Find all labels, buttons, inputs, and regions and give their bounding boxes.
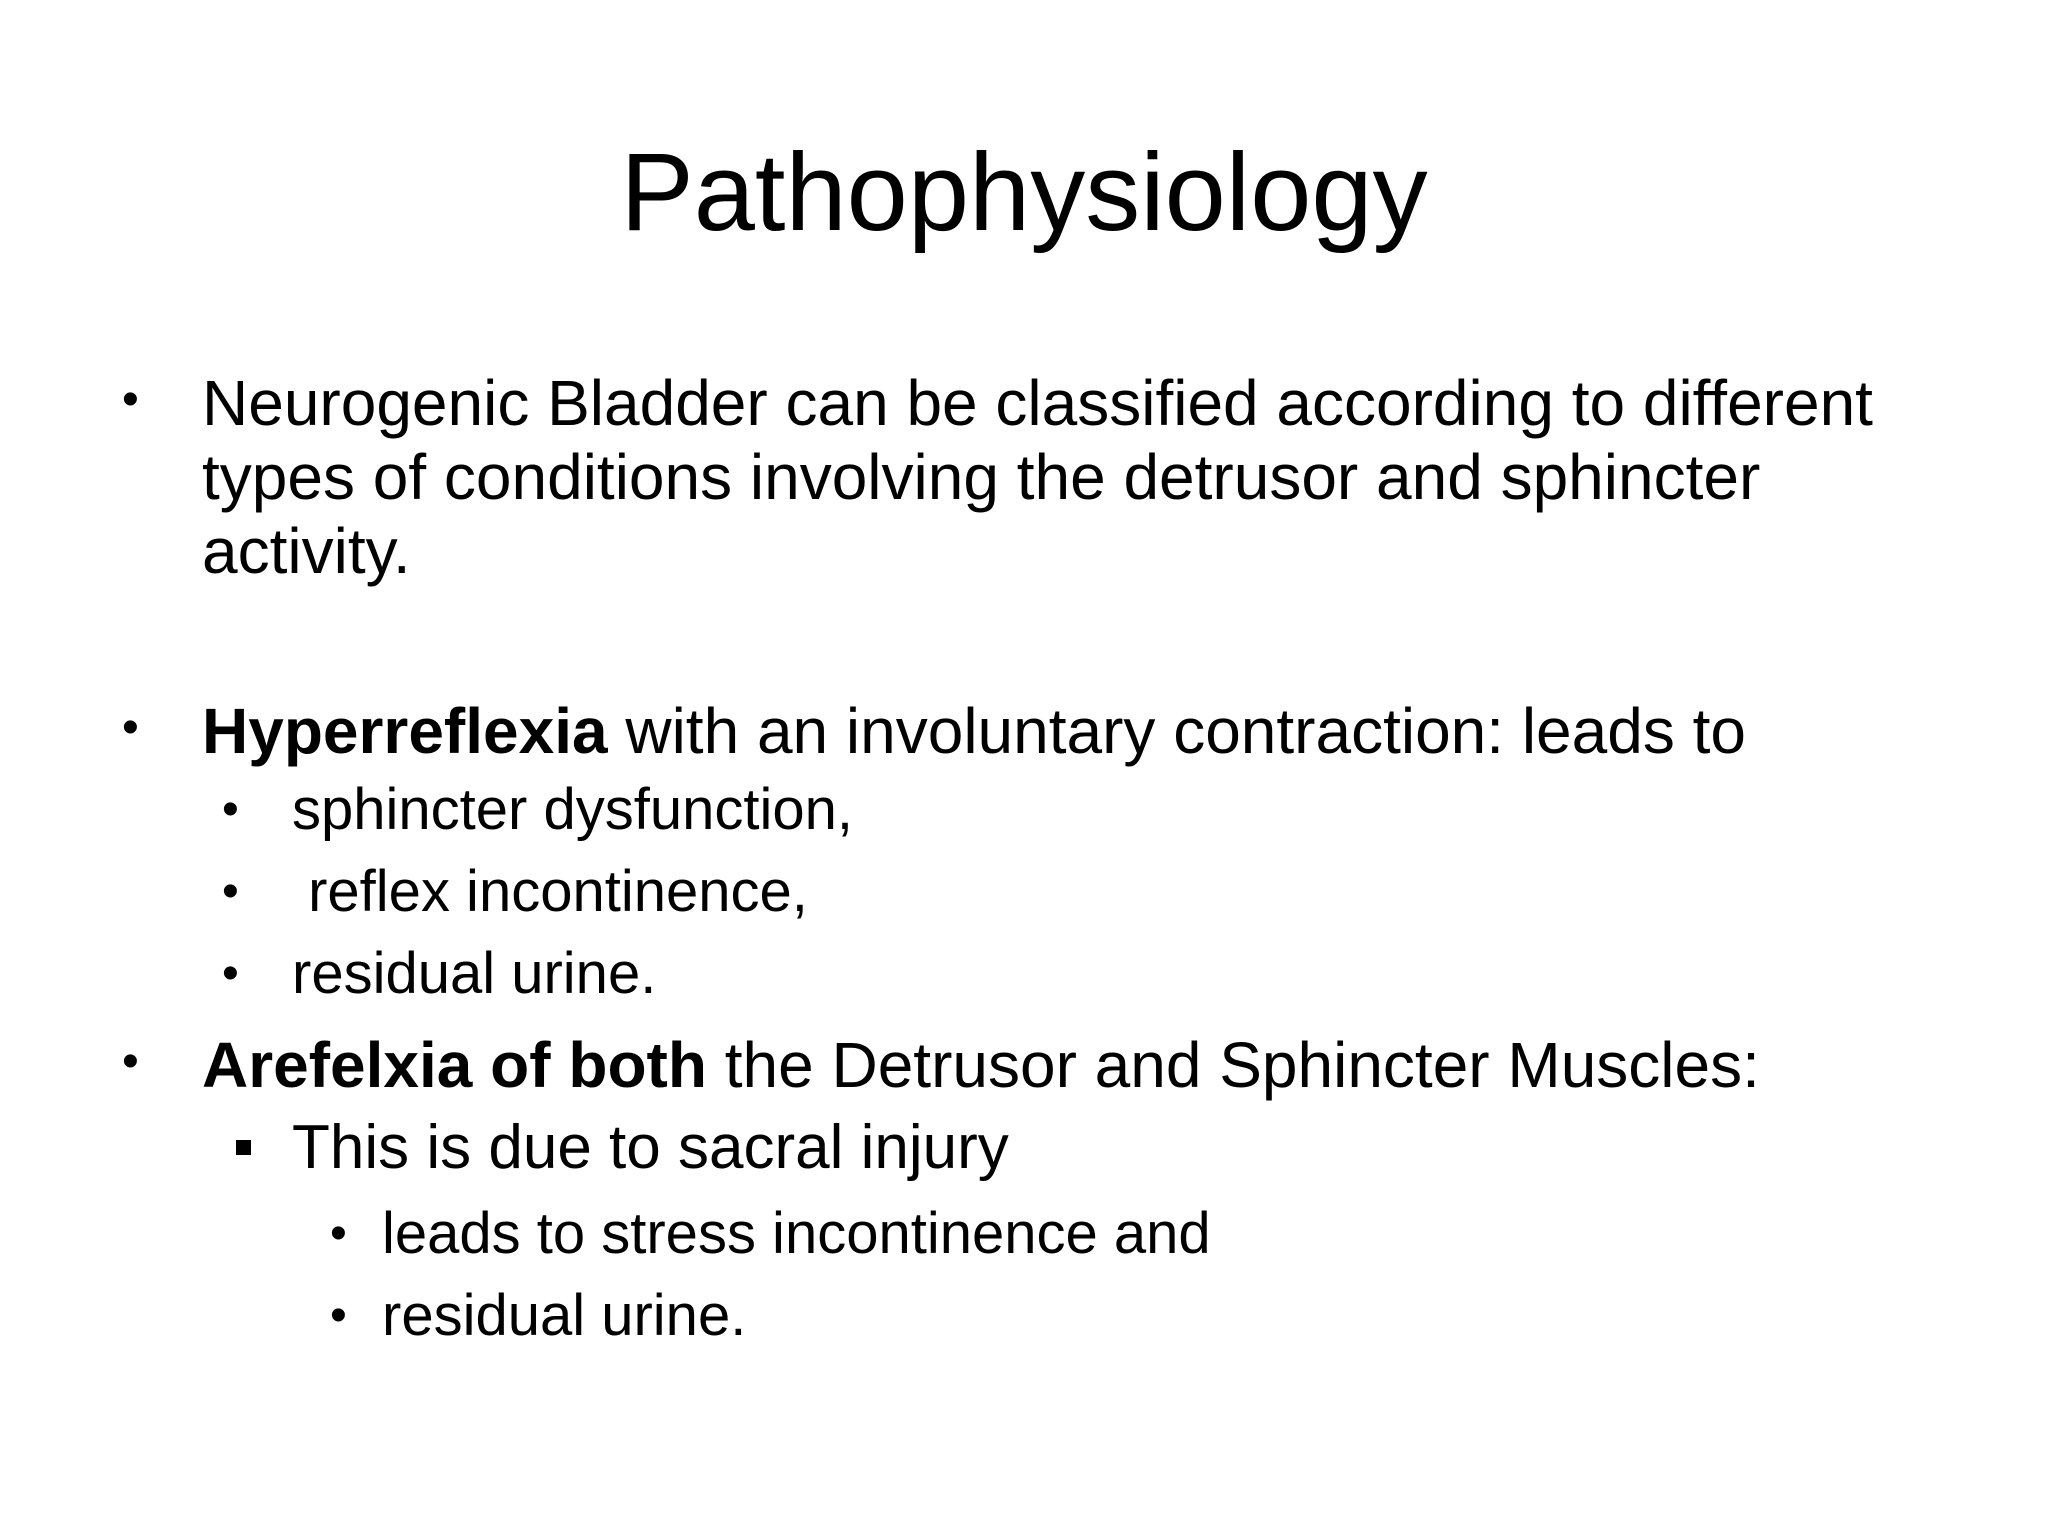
bullet-3-bold-term: Arefelxia of both	[202, 1029, 707, 1101]
sub-sub-bullet-dot-icon: •	[330, 1289, 347, 1342]
sub-bullet-dot-icon: •	[222, 865, 239, 918]
bullet-1-line-1: Neurogenic Bladder can be classified according to different	[202, 367, 1873, 439]
bullet-3-sub-1: This is due to sacral injury	[292, 1113, 1009, 1182]
bullet-1-line-3: activity.	[202, 515, 411, 587]
bullet-1-line-2: types of conditions involving the detrusor and sphincter	[202, 441, 1761, 513]
bullet-2-sub-3: residual urine.	[292, 941, 657, 1006]
bullet-3-text	[202, 1028, 1760, 1102]
bullet-2-sub-2: reflex incontinence,	[292, 859, 808, 924]
bullet-dot-icon: •	[122, 701, 139, 754]
bullet-2-sub-1: sphincter dysfunction,	[292, 777, 853, 842]
bullet-3-rest: the Detrusor and Sphincter Muscles:	[706, 1029, 1760, 1101]
bullet-2-bold-term: Hyperreflexia	[202, 695, 608, 767]
bullet-3-sub-sub-1: leads to stress incontinence and	[382, 1201, 1211, 1266]
square-bullet-icon	[236, 1140, 251, 1155]
bullet-dot-icon: •	[122, 373, 139, 426]
bullet-3-sub-sub-2: residual urine.	[382, 1283, 747, 1348]
bullet-2-rest: with an involuntary contraction: leads to	[607, 695, 1746, 767]
bullet-dot-icon: •	[122, 1035, 139, 1088]
sub-bullet-dot-icon: •	[222, 947, 239, 1000]
sub-bullet-dot-icon: •	[222, 783, 239, 836]
sub-sub-bullet-dot-icon: •	[330, 1207, 347, 1260]
slide-title: Pathophysiology	[620, 131, 1428, 254]
bullet-2-text	[202, 694, 1746, 768]
